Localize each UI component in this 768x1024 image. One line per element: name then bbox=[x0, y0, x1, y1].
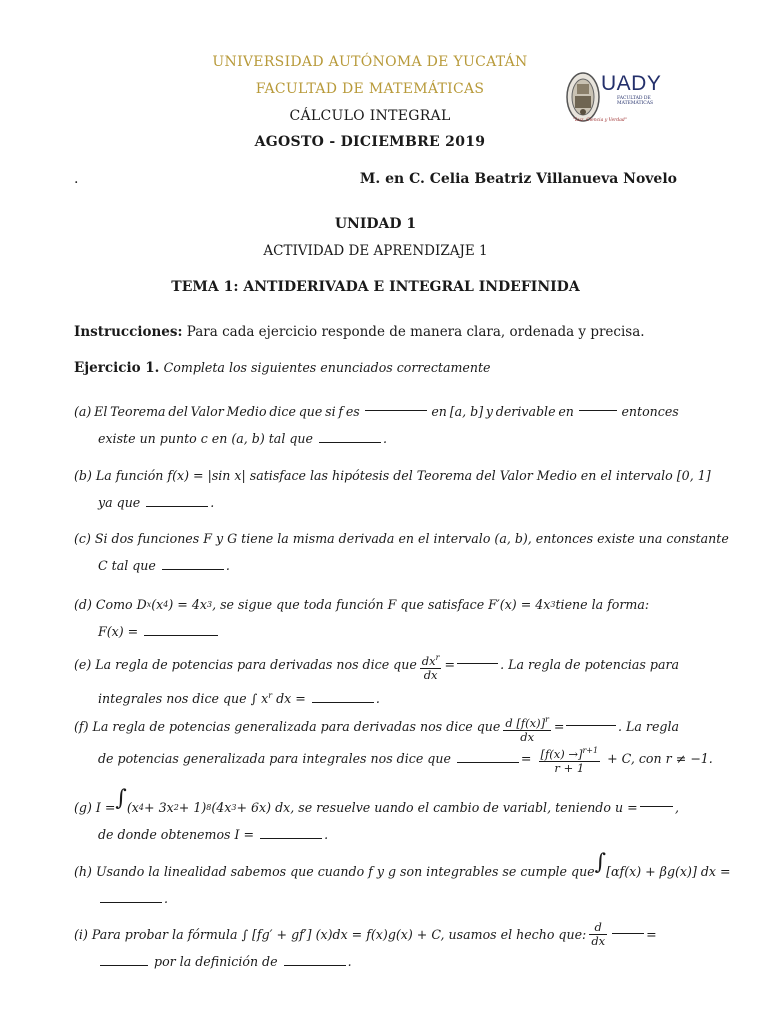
frac-i: $\frac{d}{dx}$ bbox=[591, 920, 606, 948]
item-i-line2: por la definición de . bbox=[74, 948, 679, 975]
blank-a3[interactable] bbox=[319, 430, 381, 443]
blank-i2[interactable] bbox=[100, 953, 148, 966]
blank-i3[interactable] bbox=[284, 953, 346, 966]
item-b-line1: (b) La función f(x) = |sin x| satisface las hipótesis del Teorema del Valor Medio en el intervalo [0, 1] bbox=[74, 468, 711, 483]
uady-logo bbox=[565, 68, 675, 128]
item-g bbox=[74, 786, 679, 848]
frac-f2: $\frac{[f(x) \to]^{r+1}}{r + 1}$ bbox=[540, 745, 599, 775]
item-g-line1: (g) I = ∫ (x 4 + 3x 2 + 1) 8 (4x 3 + 6x) dx, se resuelve uando el cambio de variabl, teniendo u = , bbox=[74, 794, 679, 821]
blank-g1[interactable] bbox=[640, 794, 673, 807]
item-h bbox=[74, 850, 731, 912]
blank-a1[interactable] bbox=[365, 398, 427, 411]
instructions-label: Instrucciones: bbox=[74, 324, 183, 340]
unit-title: UNIDAD 1 bbox=[334, 216, 417, 232]
author-dot: . bbox=[74, 171, 79, 187]
frac-f1: $\frac{d [f(x)]^r}{dx}$ bbox=[505, 715, 549, 744]
course-title: CÁLCULO INTEGRAL bbox=[289, 108, 451, 124]
item-b-line2: ya que . bbox=[98, 495, 215, 510]
exercise-label: Ejercicio 1. bbox=[74, 360, 160, 376]
item-g-line2: de donde obtenemos I = . bbox=[98, 827, 329, 842]
item-c bbox=[74, 525, 729, 579]
item-a-line2: existe un punto c en (a, b) tal que . bbox=[98, 431, 388, 446]
item-f-line1: (f) La regla de potencias generalizada para derivadas nos dice que $\frac{d [f(x)]^r}{dx}$ = . La regla bbox=[74, 715, 679, 744]
blank-b1[interactable] bbox=[146, 494, 208, 507]
item-a bbox=[74, 398, 679, 452]
author-name: M. en C. Celia Beatriz Villanueva Novelo bbox=[359, 171, 677, 187]
blank-g2[interactable] bbox=[260, 826, 322, 839]
item-e bbox=[74, 651, 679, 712]
item-e-line1: (e) La regla de potencias para derivadas nos dice que $\frac{dx^r}{dx}$ = . La regla de potencias para bbox=[74, 653, 679, 682]
exercise-heading bbox=[74, 360, 679, 376]
blank-e2[interactable] bbox=[312, 690, 374, 703]
topic-title: TEMA 1: ANTIDERIVADA E INTEGRAL INDEFINIDA bbox=[171, 279, 580, 295]
item-c-line1: (c) Si dos funciones F y G tiene la misma derivada en el intervalo (a, b), entonces existe una constante bbox=[74, 531, 729, 546]
blank-f1[interactable] bbox=[566, 713, 616, 726]
integral-symbol-h: ∫ bbox=[594, 850, 607, 875]
item-i-line1: (i) Para probar la fórmula ∫ [fg′ + gf′] (x)dx = f(x)g(x) + C, usamos el hecho que: $\frac{d}{dx}$ = bbox=[74, 920, 657, 948]
item-c-line2: C tal que . bbox=[98, 558, 230, 573]
faculty-title: FACULTAD DE MATEMÁTICAS bbox=[255, 81, 485, 97]
frac-e: $\frac{dx^r}{dx}$ bbox=[421, 653, 440, 682]
item-e-line2: integrales nos dice que ∫ $x^r$ dx = . bbox=[98, 690, 380, 707]
activity-title: ACTIVIDAD DE APRENDIZAJE 1 bbox=[263, 243, 488, 259]
blank-a2[interactable] bbox=[579, 398, 617, 411]
item-d-line1: (d) Como D x (x 4 ) = 4x 3 , se sigue que toda función F que satisface F′(x) = 4x 3 tiene la forma: bbox=[74, 597, 650, 612]
item-f bbox=[74, 713, 713, 775]
item-h-line2: . bbox=[74, 885, 679, 912]
instructions-text: Para cada ejercicio responde de manera clara, ordenada y precisa. bbox=[186, 324, 645, 340]
university-title: UNIVERSIDAD AUTÓNOMA DE YUCATÁN bbox=[212, 54, 528, 70]
period-title: AGOSTO - DICIEMBRE 2019 bbox=[254, 134, 486, 150]
item-f-line2: de potencias generalizada para integrales nos dice que = $\frac{[f(x) \to]^{r+1}}{r + 1}$ + C, con r ≠ −1. bbox=[98, 745, 713, 775]
item-h-line1: (h) Usando la linealidad sabemos que cuando f y g son integrables se cumple que ∫ [αf(x) + βg(x)] dx = bbox=[74, 858, 679, 885]
integral-symbol-g: ∫ bbox=[115, 786, 127, 811]
exercise-text: Completa los siguientes enunciados correctamente bbox=[163, 360, 491, 375]
logo-motto: "Luz, Ciencia y Verdad" bbox=[573, 118, 627, 123]
item-a-line1: (a) El Teorema del Valor Medio dice que si f es en [a, b] y derivable en entonces bbox=[74, 398, 679, 425]
instructions bbox=[74, 324, 679, 340]
logo-name: UADY bbox=[601, 72, 662, 95]
blank-h1[interactable] bbox=[100, 890, 162, 903]
logo-faculty: FACULTAD DE MATEMÁTICAS bbox=[617, 96, 654, 106]
university-seal-icon bbox=[565, 70, 601, 124]
blank-f2[interactable] bbox=[457, 750, 519, 763]
blank-i1[interactable] bbox=[612, 921, 644, 934]
item-d bbox=[74, 591, 679, 645]
item-i bbox=[74, 921, 679, 975]
blank-d1[interactable] bbox=[144, 623, 218, 636]
blank-e1[interactable] bbox=[457, 651, 498, 664]
blank-c1[interactable] bbox=[162, 557, 224, 570]
item-d-line2: F(x) = bbox=[74, 618, 679, 645]
item-b bbox=[74, 462, 711, 516]
